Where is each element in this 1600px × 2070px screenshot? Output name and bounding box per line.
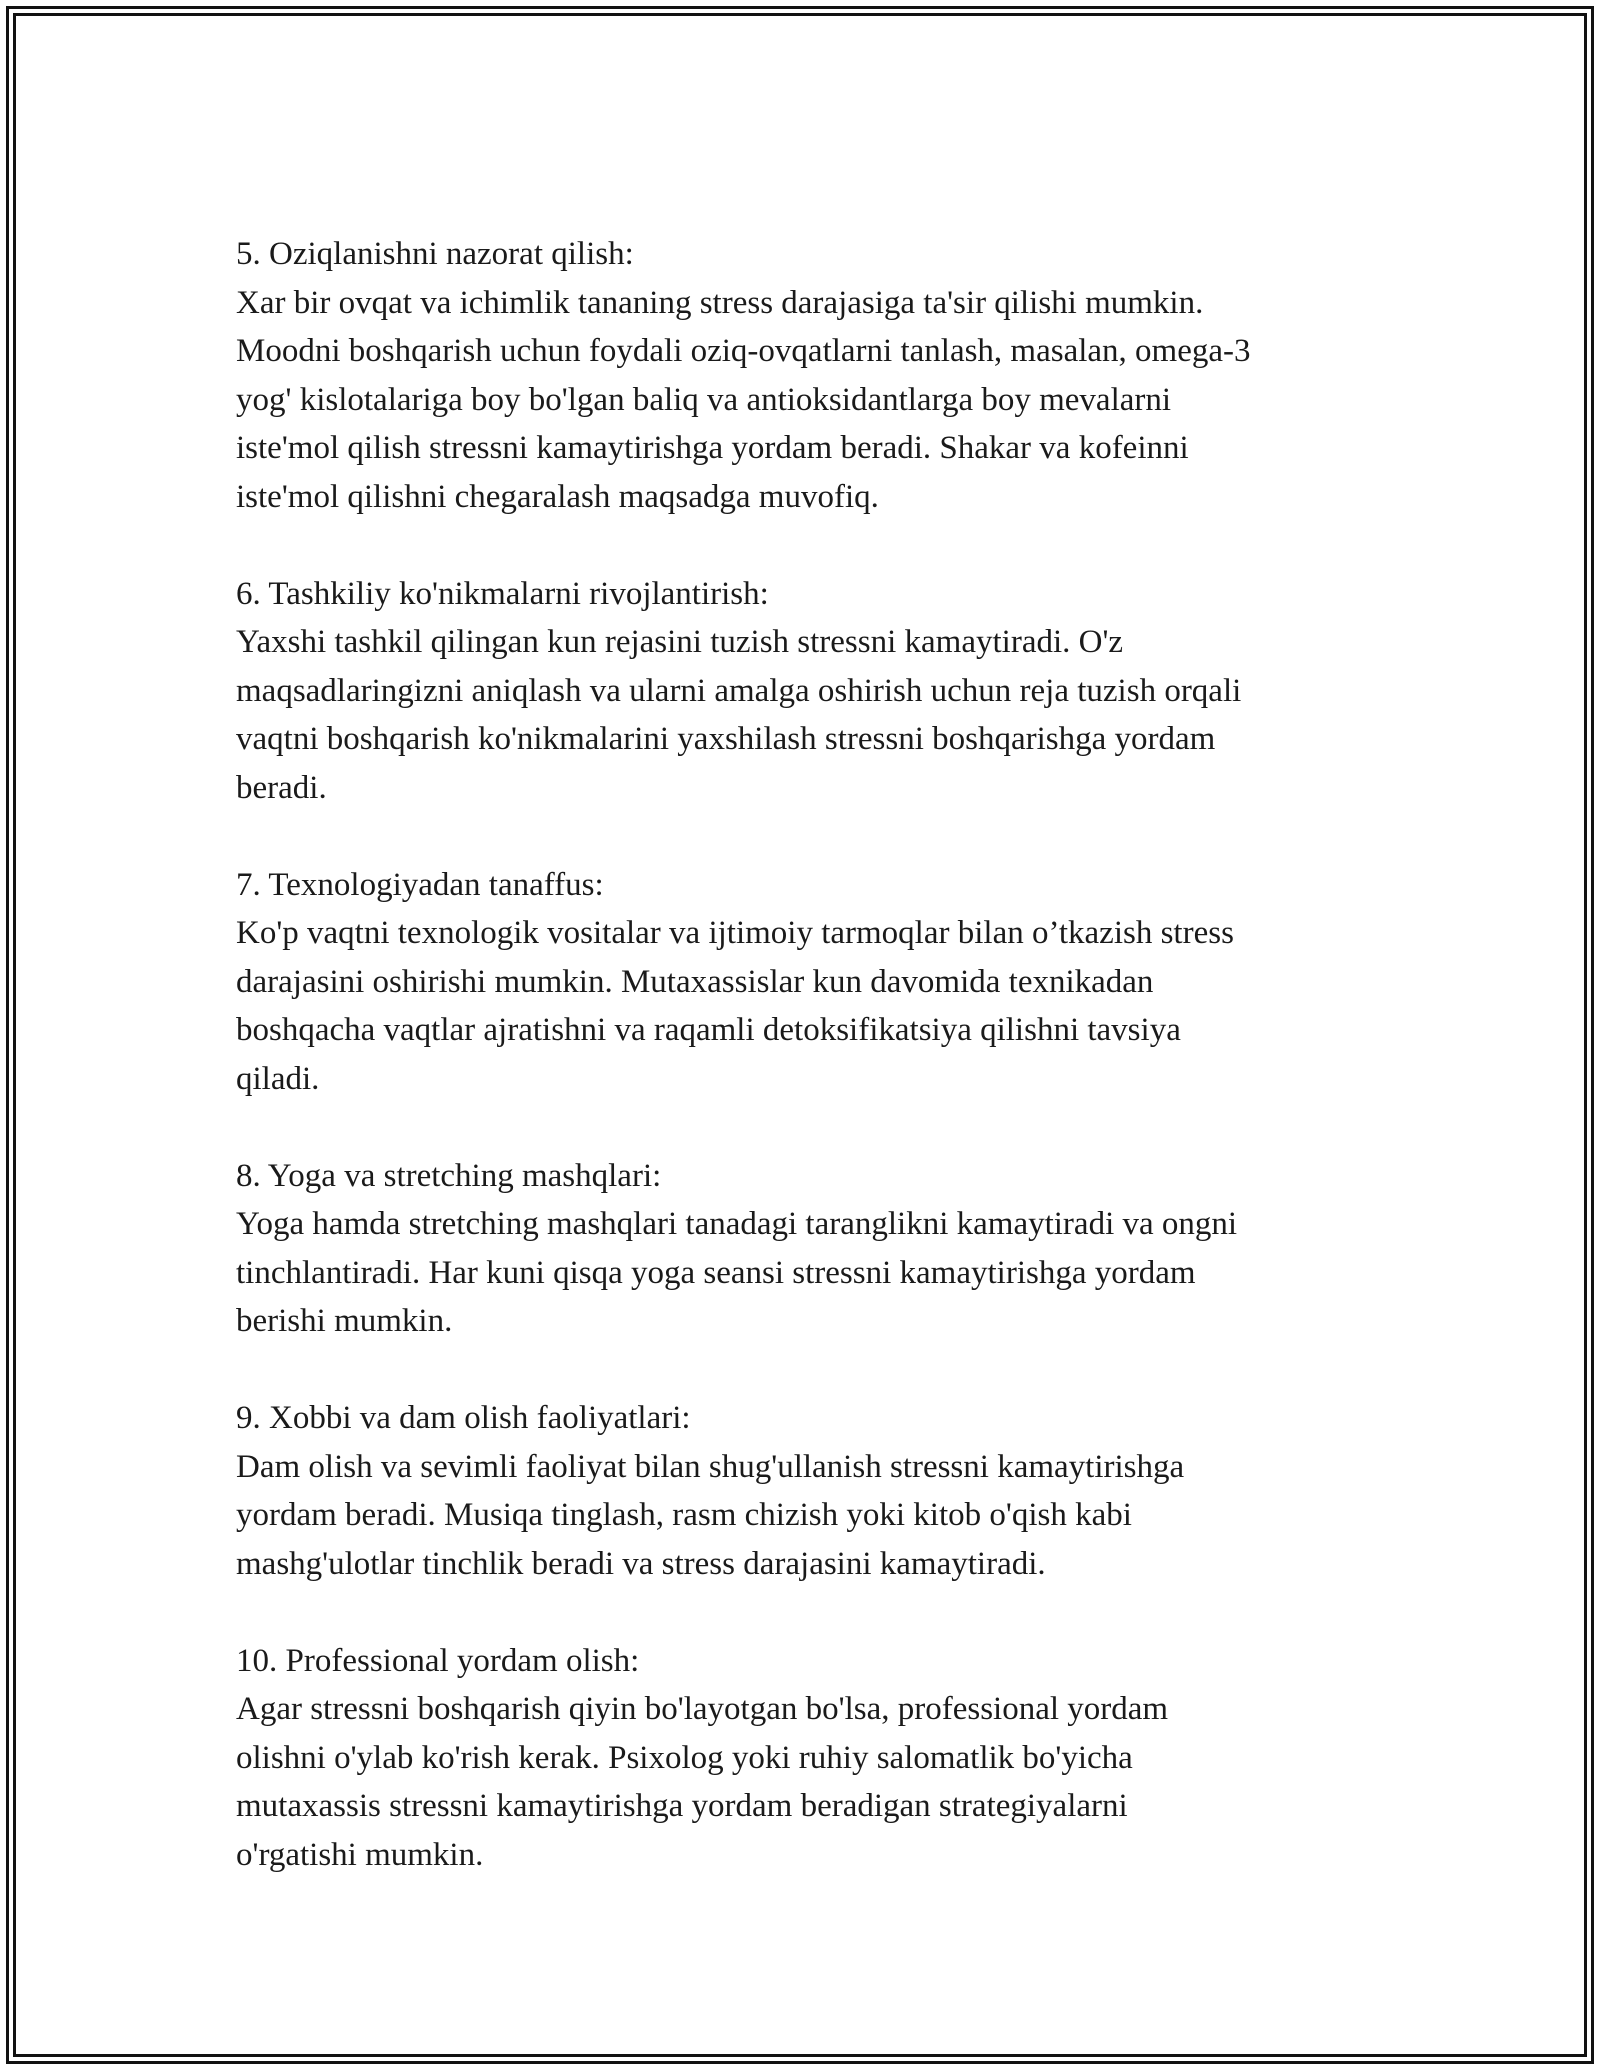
section-professional [236,1637,1396,1880]
section-heading: 10. Professional yordam olish: [236,1642,640,1679]
section-heading: 9. Xobbi va dam olish faoliyatlari: [236,1400,691,1436]
section-body: Yoga hamda stretching mashqlari tanadagi taranglikni kamaytiradi va ongni tinchlantiradi. Har kuni qisqa yoga seansi stressni kamaytirishga yordam berishi mumkin. [236,1206,1238,1339]
section-body: Ko'p vaqtni texnologik vositalar va ijtimoiy tarmoqlar bilan o’tkazish stress darajasini oshirishi mumkin. Mutaxassislar kun davomida texnikadan boshqacha vaqtlar ajratishni va raqamli detoksifikatsiya qilishni tavsiya qiladi. [236,915,1234,1097]
section-heading: 5. Oziqlanishni nazorat qilish: [236,236,634,272]
section-body: Dam olish va sevimli faoliyat bilan shug'ullanish stressni kamaytirishga yordam beradi. Musiqa tinglash, rasm chizish yoki kitob o'qish kabi mashg'ulotlar tinchlik beradi va stress darajasini kamaytiradi. [236,1448,1185,1582]
section-oziqlanish [236,230,1396,521]
section-heading: 8. Yoga va stretching mashqlari: [236,1157,662,1194]
section-body: Agar stressni boshqarish qiyin bo'layotgan bo'lsa, professional yordam olishni o'ylab ko'rish kerak. Psixolog yoki ruhiy salomatlik bo'yicha mutaxassis stressni kamaytirishga yordam beradigan strategiyalarni o'rgatishi mumkin. [236,1691,1169,1873]
section-yoga [236,1152,1396,1346]
section-heading: 6. Tashkiliy ko'nikmalarni rivojlantirish: [236,575,769,612]
section-tashkiliy [236,570,1396,813]
document-content [236,230,1396,1879]
section-body: Xar bir ovqat va ichimlik tananing stress darajasiga ta'sir qilishi mumkin. Moodni boshqarish uchun foydali oziq-ovqatlarni tanlash, masalan, omega-3 yog' kislotalariga boy bo'lgan baliq va antioksidantlarga boy mevalarni iste'mol qilish stressni kamaytirishga yordam beradi. Shakar va kofeinni iste'mol qilishni chegaralash maqsadga muvofiq. [236,284,1251,515]
section-body: Yaxshi tashkil qilingan kun rejasini tuzish stressni kamaytiradi. O'z maqsadlaringizni aniqlash va ularni amalga oshirish uchun reja tuzish orqali vaqtni boshqarish ko'nikmalarini yaxshilash stressni boshqarishga yordam beradi. [236,624,1242,806]
section-heading: 7. Texnologiyadan tanaffus: [236,866,604,903]
section-xobbi [236,1394,1396,1588]
section-texnologiya [236,861,1396,1104]
